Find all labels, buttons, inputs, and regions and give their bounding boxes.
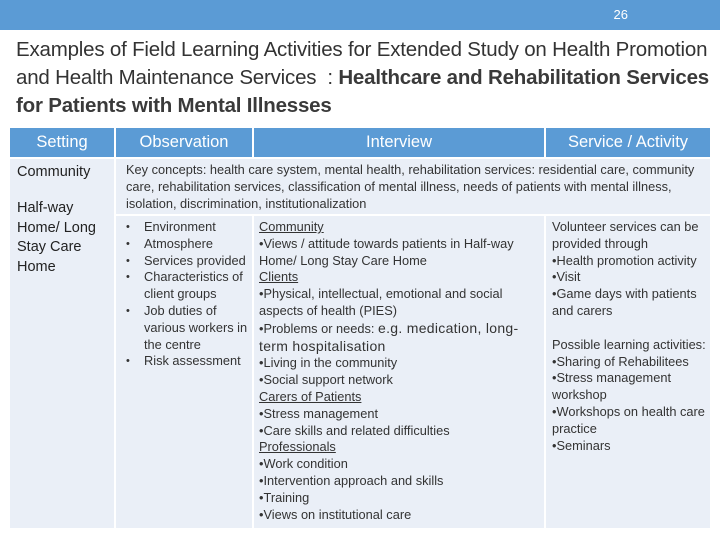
interview-item: [259, 320, 541, 356]
title-prefix: Examples of Field Learning Activities for Extended Study on Health Promotion and Health Maintenance Services :: [16, 38, 708, 89]
interview-item: •Training: [259, 489, 310, 505]
interview-item: •Living in the community: [259, 355, 398, 371]
interview-item-example: e.g. medication, long-term hospitalisation: [259, 319, 519, 354]
observation-list: [122, 219, 248, 370]
interview-text: [259, 219, 541, 523]
title-emphasis: Healthcare and Rehabilitation Services for Patients with Mental Illnesses: [16, 66, 709, 117]
list-item: • Atmosphere: [122, 236, 248, 253]
interview-item: •Physical, intellectual, emotional and social aspects of health (PIES): [259, 286, 503, 318]
interview-item: •Intervention approach and skills: [259, 472, 444, 488]
service-item: •Seminars: [552, 437, 611, 453]
interview-clients-heading: Clients: [259, 269, 299, 285]
list-item: • Characteristics of client groups: [122, 269, 248, 303]
header-observation: Observation: [116, 128, 252, 157]
interview-item: •Care skills and related difficulties: [259, 422, 450, 438]
interview-item: •Social support network: [259, 372, 393, 388]
key-concepts-row: [116, 159, 710, 214]
slide-title: [16, 36, 716, 120]
service-text: [552, 219, 708, 454]
interview-community-heading: Community: [259, 219, 324, 234]
service-item: •Sharing of Rehabilitees: [552, 353, 689, 369]
interview-item: •Stress management: [259, 405, 378, 421]
observation-column: [116, 216, 252, 528]
interview-item: •Views / attitude towards patients in Half-way Home/ Long Stay Care Home: [259, 235, 514, 268]
list-item: • Job duties of various workers in the centre: [122, 303, 248, 353]
list-item: • Services provided: [122, 253, 248, 270]
header-service: Service / Activity: [546, 128, 710, 157]
service-item: •Stress management workshop: [552, 370, 671, 403]
interview-item-lead: •Problems or needs:: [259, 320, 378, 336]
service-item: •Health promotion activity: [552, 252, 697, 268]
setting-community: Community: [17, 164, 91, 180]
service-item: •Workshops on health care practice: [552, 403, 705, 436]
service-possible-heading: Possible learning activities:: [552, 336, 706, 352]
key-concepts-text: Key concepts: health care system, mental health, rehabilitation services: residential care, community care, rehabilitation services, classification of mental illness, needs of patients with mental illness, isolation, discrimination, institutionalization: [126, 162, 695, 211]
header-setting: Setting: [10, 128, 114, 157]
interview-item: •Work condition: [259, 456, 348, 472]
setting-halfway-home: Half-way Home/ Long Stay Care Home: [17, 200, 96, 275]
interview-professionals-heading: Professionals: [259, 439, 336, 455]
service-column: [546, 216, 710, 528]
page-number: 26: [613, 7, 628, 22]
setting-column: [10, 159, 114, 528]
service-volunteer-intro: Volunteer services can be provided through: [552, 219, 699, 251]
header-interview: Interview: [254, 128, 544, 157]
service-item: •Visit: [552, 269, 581, 285]
service-item: •Game days with patients and carers: [552, 286, 697, 318]
interview-column: [254, 216, 544, 528]
list-item: • Risk assessment: [122, 353, 248, 370]
list-item: • Environment: [122, 219, 248, 236]
interview-item: •Views on institutional care: [259, 506, 412, 522]
top-bar: [0, 0, 720, 30]
interview-carers-heading: Carers of Patients: [259, 388, 362, 404]
